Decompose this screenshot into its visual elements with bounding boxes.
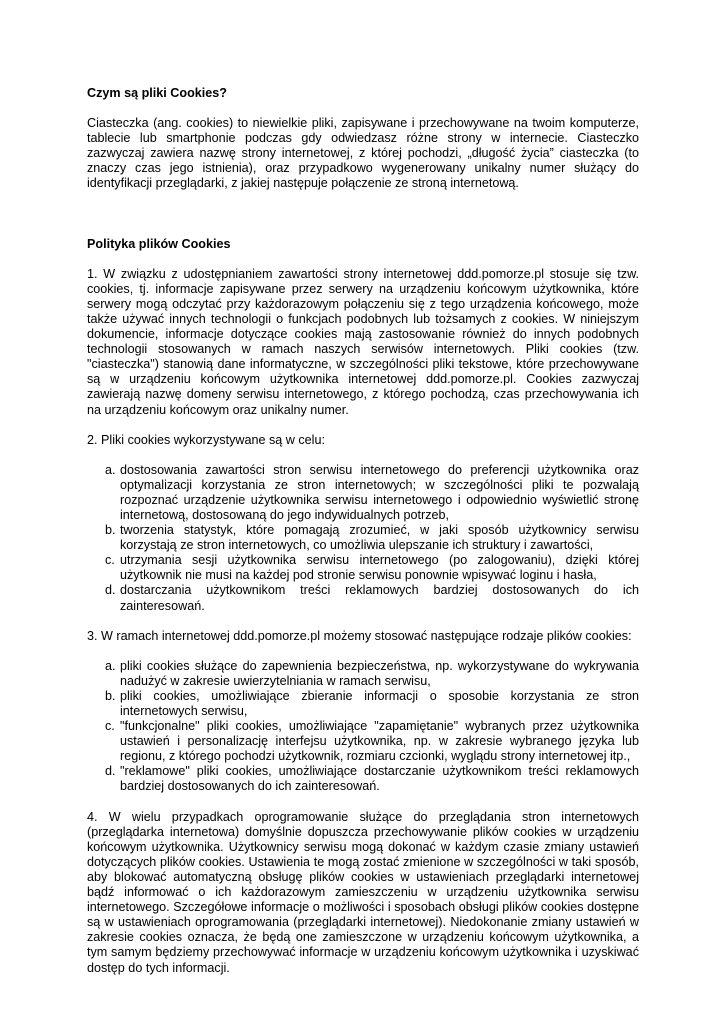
section-heading-cookie-policy: Polityka plików Cookies xyxy=(87,236,231,251)
list-item xyxy=(87,764,639,794)
list-marker: b. xyxy=(105,523,116,538)
list-item-text: utrzymania sesji użytkownika serwisu internetowego (po zalogowaniu), dzięki której użytkownik nie musi na każdej pod stronie serwisu ponownie wpisywać loginu i hasła, xyxy=(120,553,639,583)
policy-point-2-list xyxy=(87,463,639,614)
list-marker: d. xyxy=(105,583,116,598)
list-item xyxy=(87,463,639,523)
list-item xyxy=(87,553,639,583)
section-heading-what-are-cookies: Czym są pliki Cookies? xyxy=(87,86,227,100)
list-item-text: dostosowania zawartości stron serwisu internetowego do preferencji użytkownika oraz optymalizacji korzystania ze stron internetowych; w szczególności pliki te pozwalają rozpoznać urządzenie użytkownika serwisu internetowego i odpowiednio wyświetlić stronę internetową, dostosowaną do jego indywidualnych potrzeb, xyxy=(120,462,639,522)
list-item-text: pliki cookies, umożliwiające zbieranie informacji o sposobie korzystania ze stron internetowych serwisu, xyxy=(120,688,639,718)
document-page xyxy=(87,86,639,976)
list-item-text: tworzenia statystyk, które pomagają zrozumieć, w jaki sposób użytkownicy serwisu korzystają ze stron internetowych, co umożliwia ulepszanie ich struktury i zawartości, xyxy=(120,523,639,553)
list-item-text: pliki cookies służące do zapewnienia bezpieczeństwa, np. wykorzystywane do wykrywania nadużyć w zakresie uwierzytelniania w ramach serwisu, xyxy=(120,658,639,688)
list-marker: d. xyxy=(105,764,116,779)
policy-point-4: 4. W wielu przypadkach oprogramowanie służące do przeglądania stron internetowych (przeglądarka internetowa) domyślnie dopuszcza przechowywanie plików cookies w urządzeniu końcowym użytkownika. Użytkownicy serwisu mogą dokonać w każdym czasie zmiany ustawień dotyczących plików cookies. Ustawienia te mogą zostać zmienione w szczególności w taki sposób, aby blokować automatyczną obsługę plików cookies w ustawieniach przeglądarki internetowej bądź informować o ich każdorazowym zamieszczeniu w urządzeniu użytkownika serwisu internetowego. Szczegółowe informacje o możliwości i sposobach obsługi plików cookies dostępne są w ustawieniach oprogramowania (przeglądarki internetowej). Niedokonanie zmiany ustawień w zakresie cookies oznacza, że będą one zamieszczone w urządzeniu końcowym użytkownika, a tym samym będziemy przechowywać informacje w urządzeniu końcowym użytkownika i uzyskiwać dostęp do tych informacji. xyxy=(87,809,639,975)
list-marker: c. xyxy=(105,719,115,734)
list-item xyxy=(87,659,639,689)
list-item xyxy=(87,523,639,553)
policy-point-2-intro: 2. Pliki cookies wykorzystywane są w celu: xyxy=(87,432,325,447)
list-item xyxy=(87,719,639,764)
list-marker: b. xyxy=(105,688,116,703)
policy-point-3-list xyxy=(87,659,639,795)
list-item xyxy=(87,689,639,719)
cookies-definition-paragraph: Ciasteczka (ang. cookies) to niewielkie pliki, zapisywane i przechowywane na twoim komputerze, tablecie lub smartphonie podczas gdy odwiedzasz różne strony w internecie. Ciasteczko zazwyczaj zawiera nazwę strony internetowej, z której pochodzi, „długość życia” ciasteczka (to znaczy czas jego istnienia), oraz przypadkowo wygenerowany unikalny numer służący do identyfikacji przeglądarki, z jakiej następuje połączenie ze stroną internetową. xyxy=(87,116,639,191)
list-item-text: dostarczania użytkownikom treści reklamowych bardziej dostosowanych do ich zainteresowań. xyxy=(120,583,639,613)
policy-point-1: 1. W związku z udostępnianiem zawartości strony internetowej ddd.pomorze.pl stosuje się tzw. cookies, tj. informacje zapisywane przez serwery na urządzeniu końcowym użytkownika, które serwery mogą odczytać przy każdorazowym połączeniu się z tego urządzenia końcowego, może także używać innych technologii o funkcjach podobnych lub tożsamych z cookies. W niniejszym dokumencie, informacje dotyczące cookies mają zastosowanie również do innych podobnych technologii stosowanych w ramach naszych serwisów internetowych. Pliki cookies (tzw. "ciasteczka") stanowią dane informatyczne, w szczególności pliki tekstowe, które przechowywane są w urządzeniu końcowym użytkownika internetowej ddd.pomorze.pl. Cookies zazwyczaj zawierają nazwę domeny serwisu internetowego, z którego pochodzą, czas przechowywania ich na urządzeniu końcowym oraz unikalny numer. xyxy=(87,266,639,417)
list-marker: c. xyxy=(105,553,115,568)
list-item-text: "reklamowe" pliki cookies, umożliwiające dostarczanie użytkownikom treści reklamowych bardziej dostosowanych do ich zainteresowań. xyxy=(120,764,639,794)
policy-point-3-intro: 3. W ramach internetowej ddd.pomorze.pl możemy stosować następujące rodzaje plików cookies: xyxy=(87,628,632,643)
list-marker: a. xyxy=(105,658,116,673)
list-item-text: "funkcjonalne" pliki cookies, umożliwiające "zapamiętanie" wybranych przez użytkownika ustawień i personalizację interfejsu użytkownika, np. w zakresie wybranego języka lub regionu, z którego pochodzi użytkownik, rozmiaru czcionki, wyglądu strony internetowej itp., xyxy=(120,719,639,764)
list-item xyxy=(87,583,639,613)
list-marker: a. xyxy=(105,462,116,477)
